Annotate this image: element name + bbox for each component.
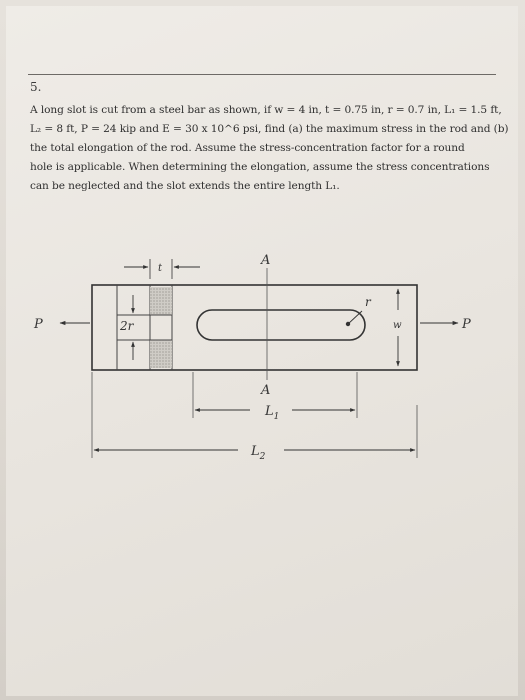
- radius-leader-line: [348, 311, 362, 324]
- section-label-bottom: A: [261, 383, 271, 398]
- problem-line-4: hole is applicable. When determining the elongation, assume the stress concentrations: [30, 161, 490, 173]
- problem-line-5: can be neglected and the slot extends the entire length L₁.: [30, 180, 340, 192]
- bar-width-label: w: [393, 320, 402, 331]
- thickness-label: t: [158, 263, 163, 274]
- section-label-top: A: [261, 253, 271, 268]
- l1-label: $L_1$: [265, 404, 280, 422]
- question-number: 5.: [30, 80, 42, 94]
- load-label-right: P: [462, 317, 471, 332]
- l2-label: $L_2$: [251, 444, 266, 462]
- problem-line-2: L₂ = 8 ft, P = 24 kip and E = 30 x 10^6 psi, find (a) the maximum stress in the rod and (b): [30, 123, 509, 135]
- slot-outline: [197, 310, 365, 340]
- section-hatch-bottom: [150, 340, 172, 368]
- slot-width-label: 2r: [120, 319, 134, 333]
- problem-line-1: A long slot is cut from a steel bar as shown, if w = 4 in, t = 0.75 in, r = 0.7 in, L₁ = 1.5 ft,: [30, 104, 502, 116]
- section-hatch-top: [150, 287, 172, 315]
- radius-label: r: [365, 295, 371, 309]
- load-label-left: P: [34, 317, 43, 332]
- problem-line-3: the total elongation of the rod. Assume the stress-concentration factor for a round: [30, 142, 465, 154]
